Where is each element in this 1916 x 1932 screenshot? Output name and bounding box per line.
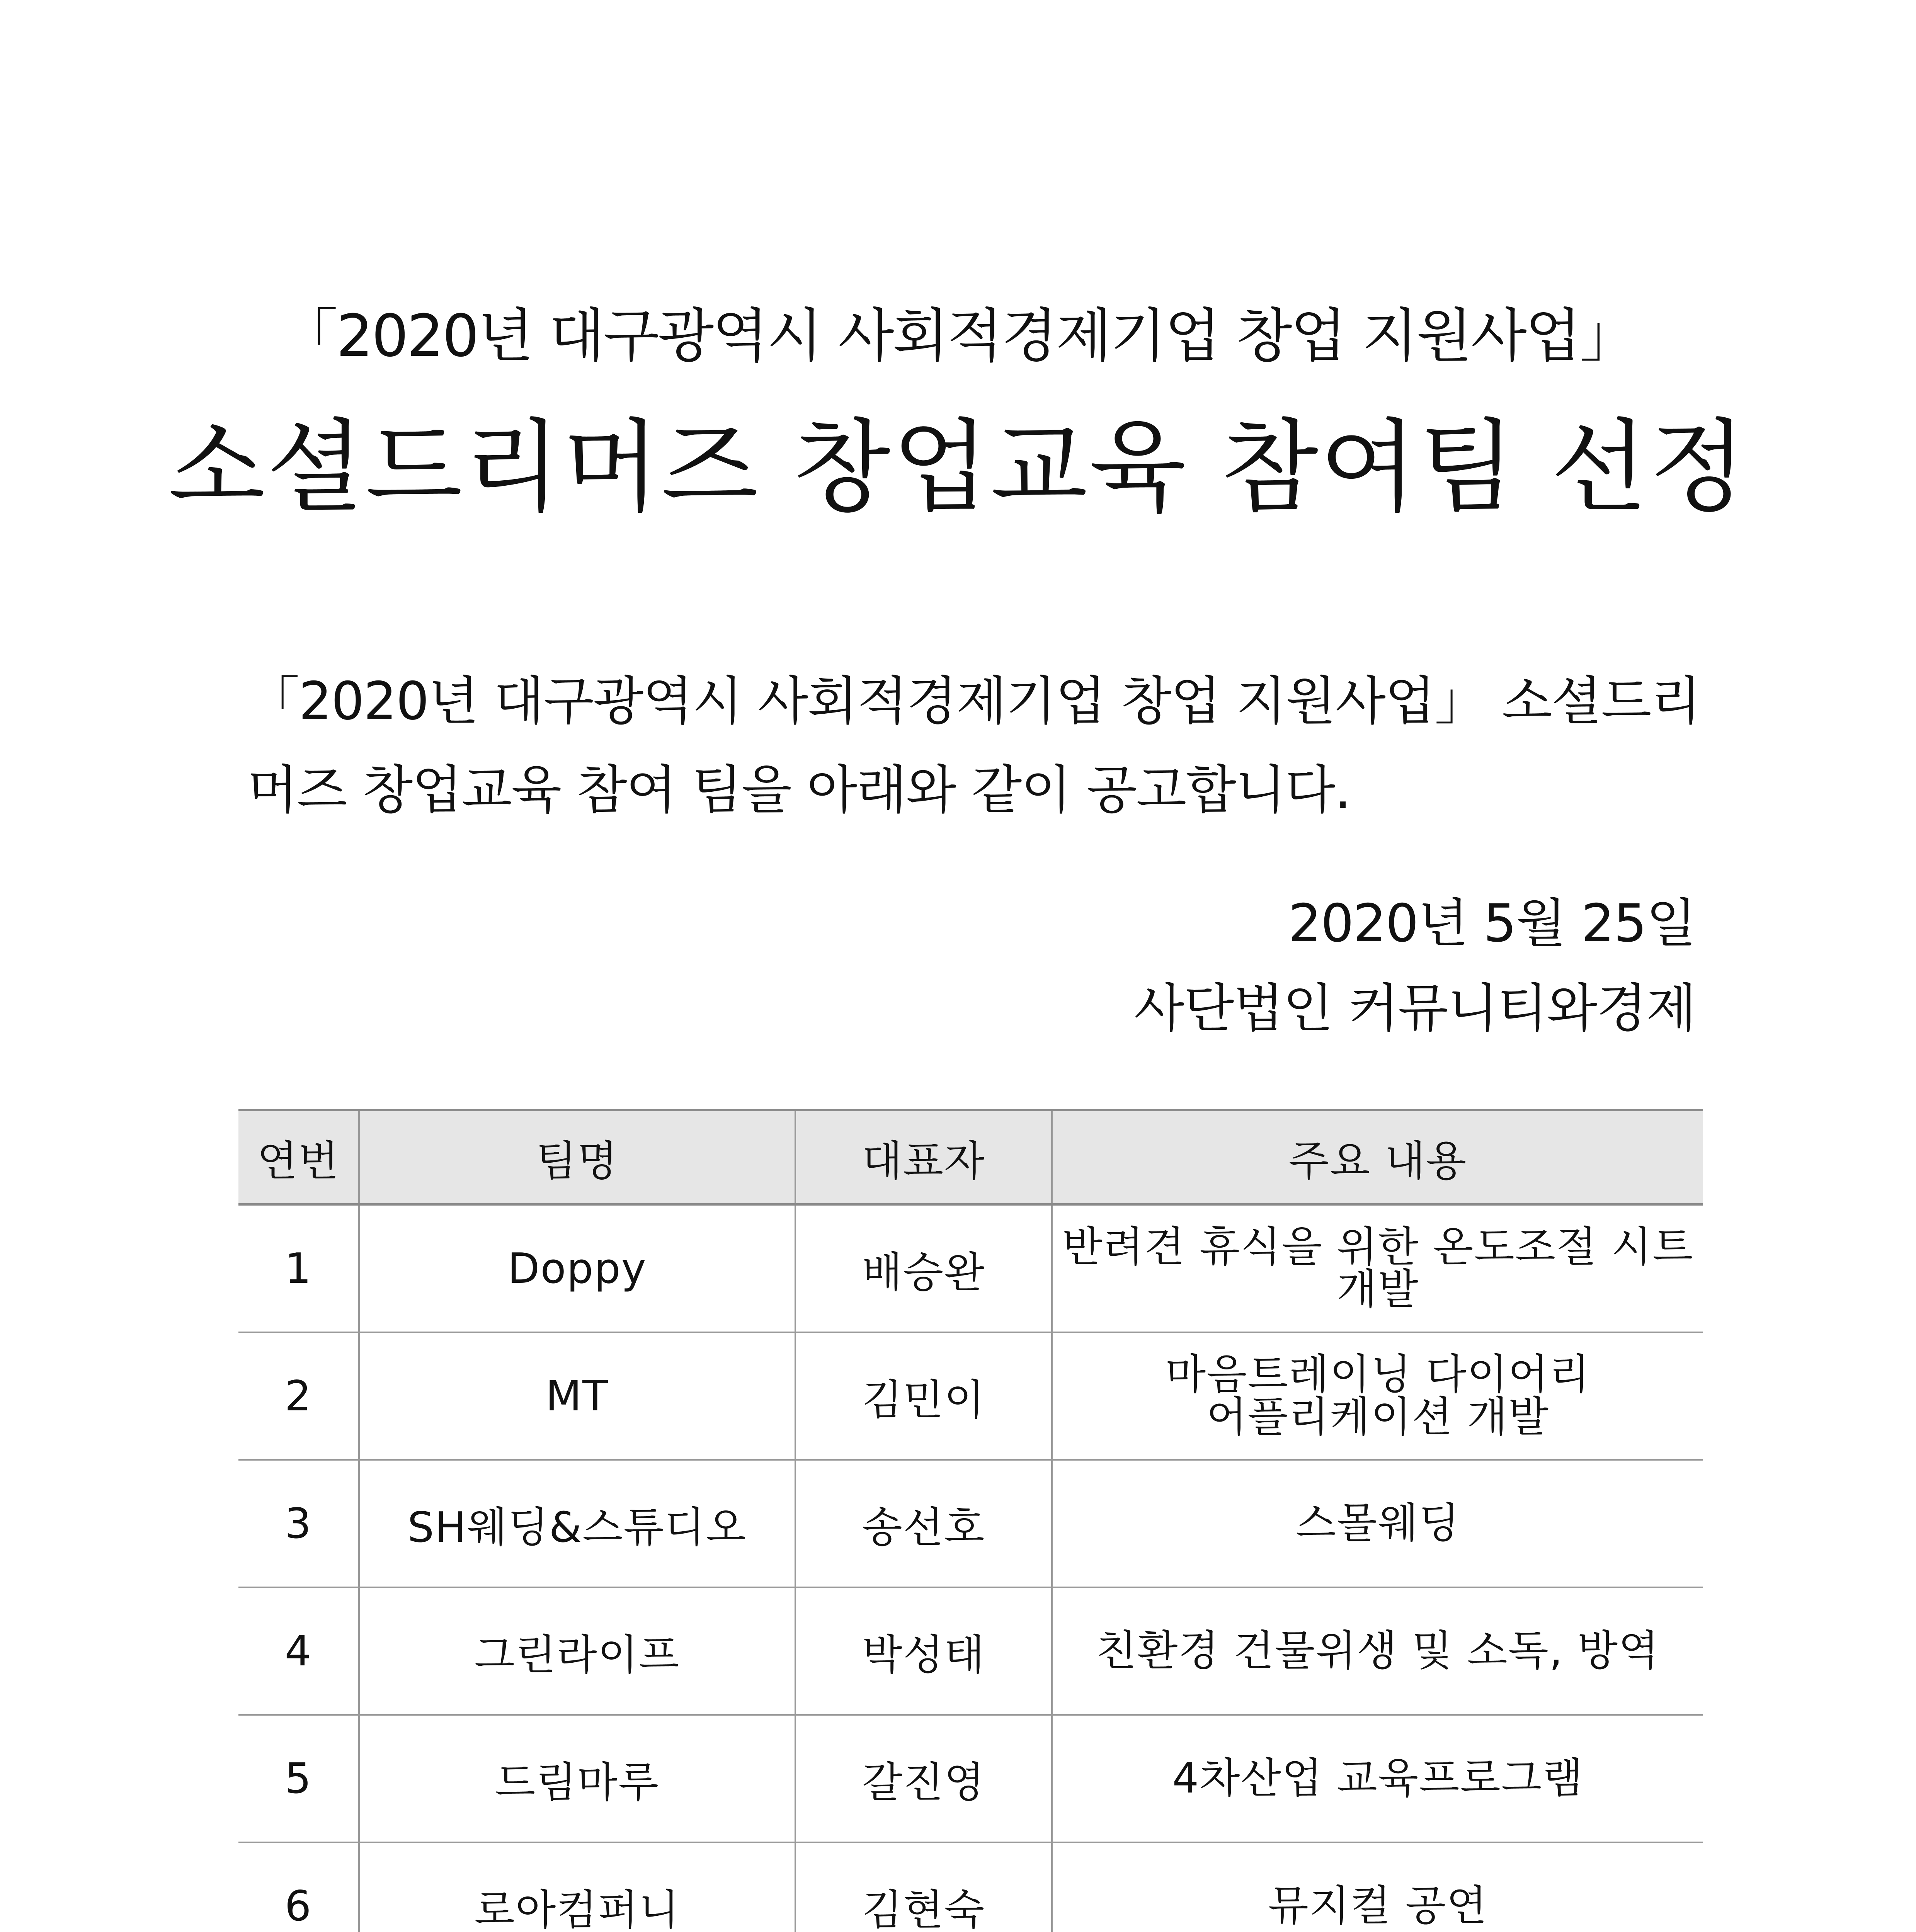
table-header-row xyxy=(238,1110,1703,1204)
cell-no: 4 xyxy=(238,1587,359,1715)
cell-rep: 김민이 xyxy=(795,1332,1052,1460)
cell-rep: 김현숙 xyxy=(795,1842,1052,1932)
cell-desc xyxy=(1052,1842,1703,1932)
intro-paragraph: 「2020년 대구광역시 사회적경제기업 창업 지원사업」 소셜드리머즈 창업교육 참여 팀을 아래와 같이 공고합니다. xyxy=(247,671,1700,820)
cell-no: 5 xyxy=(238,1715,359,1842)
desc-line: 스몰웨딩 xyxy=(1295,1499,1460,1548)
cell-desc xyxy=(1052,1715,1703,1842)
cell-team: Doppy xyxy=(359,1204,795,1332)
table-row xyxy=(238,1332,1703,1460)
cell-no: 1 xyxy=(238,1204,359,1332)
table-row xyxy=(238,1715,1703,1842)
header-desc: 주요 내용 xyxy=(1052,1110,1703,1204)
cell-desc xyxy=(1052,1587,1703,1715)
header-no: 연번 xyxy=(238,1110,359,1204)
selected-teams-table xyxy=(238,1109,1703,1932)
cell-rep: 갈진영 xyxy=(795,1715,1052,1842)
notice-organization: 사단법인 커뮤니티와경제 xyxy=(1134,978,1696,1039)
cell-rep: 배승완 xyxy=(795,1204,1052,1332)
cell-team: 드림마루 xyxy=(359,1715,795,1842)
cell-team: MT xyxy=(359,1332,795,1460)
cell-desc xyxy=(1052,1204,1703,1332)
cell-rep: 박성태 xyxy=(795,1587,1052,1715)
table-body xyxy=(238,1204,1703,1932)
cell-no: 3 xyxy=(238,1460,359,1587)
header-rep: 대표자 xyxy=(795,1110,1052,1204)
notice-date: 2020년 5월 25일 xyxy=(1288,893,1696,954)
desc-line: 마음트레이닝 다이어리 xyxy=(1165,1350,1591,1399)
desc-line: 친환경 건물위생 및 소독, 방역 xyxy=(1096,1627,1660,1675)
cell-no: 2 xyxy=(238,1332,359,1460)
desc-line: 4차산업 교육프로그램 xyxy=(1172,1754,1584,1803)
cell-rep: 송선호 xyxy=(795,1460,1052,1587)
table-row xyxy=(238,1204,1703,1332)
table-row xyxy=(238,1587,1703,1715)
cell-desc xyxy=(1052,1332,1703,1460)
desc-line: 반려견 휴식을 위한 온도조절 시트개발 xyxy=(1062,1223,1694,1314)
header-team: 팀명 xyxy=(359,1110,795,1204)
table-row xyxy=(238,1460,1703,1587)
desc-line: 뮤지컬 공연 xyxy=(1268,1882,1488,1930)
cell-team: 그린라이프 xyxy=(359,1587,795,1715)
notice-title: 소셜드리머즈 창업교육 참여팀 선정 xyxy=(168,409,1748,526)
cell-team: 로아컴퍼니 xyxy=(359,1842,795,1932)
cell-team: SH웨딩&스튜디오 xyxy=(359,1460,795,1587)
table-row xyxy=(238,1842,1703,1932)
desc-line: 어플리케이션 개발 xyxy=(1206,1393,1549,1441)
cell-desc xyxy=(1052,1460,1703,1587)
notice-subtitle: 「2020년 대구광역시 사회적경제기업 창업 지원사업」 xyxy=(280,303,1636,370)
cell-no: 6 xyxy=(238,1842,359,1932)
